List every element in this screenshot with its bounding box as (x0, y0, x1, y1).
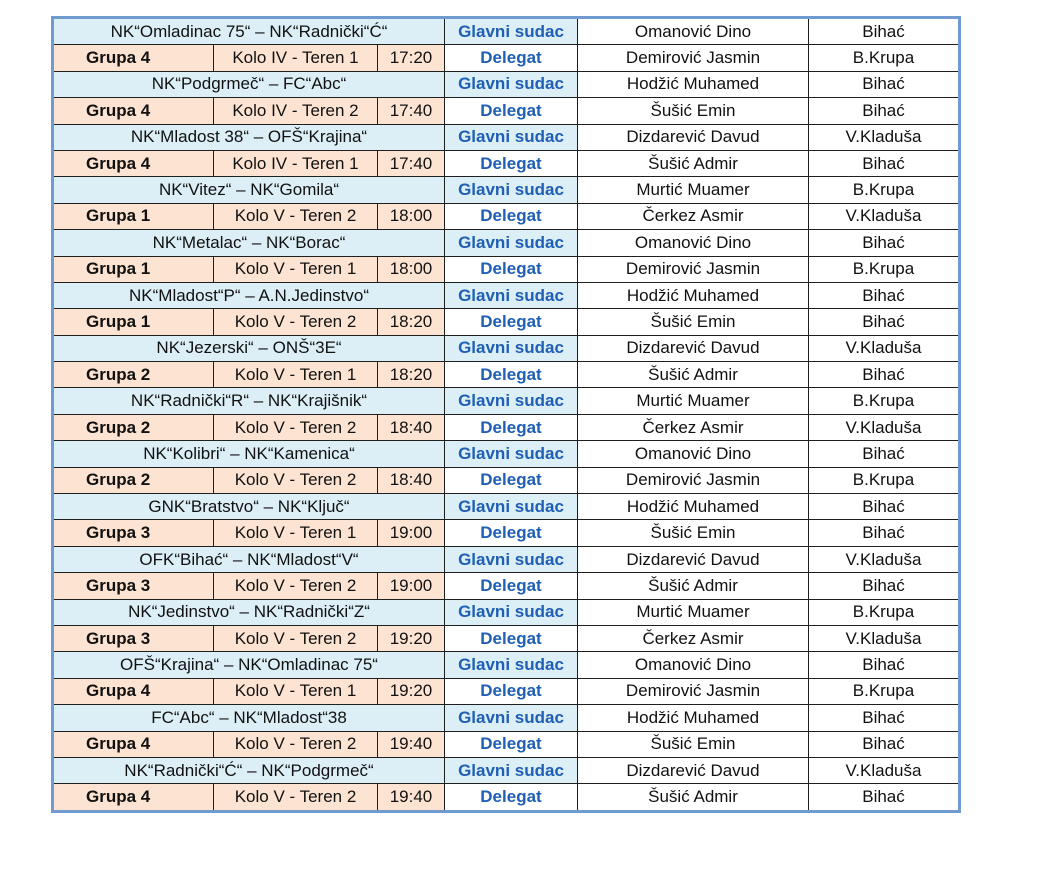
referee-name: Omanović Dino (578, 441, 809, 467)
referee-role-label: Glavni sudac (445, 652, 578, 678)
referee-city: Bihać (809, 18, 960, 45)
match-group: Grupa 4 (53, 150, 214, 176)
delegate-role-label: Delegat (445, 45, 578, 71)
match-row (53, 230, 960, 256)
referee-name: Dizdarević Davud (578, 335, 809, 361)
match-group: Grupa 3 (53, 520, 214, 546)
match-group: Grupa 3 (53, 573, 214, 599)
referee-role-label: Glavni sudac (445, 705, 578, 731)
referee-name: Omanović Dino (578, 230, 809, 256)
delegate-role-label: Delegat (445, 731, 578, 757)
delegate-city: Bihać (809, 309, 960, 335)
match-round-field: Kolo V - Teren 2 (214, 784, 378, 811)
match-row (53, 18, 960, 45)
match-teams: NK“Jedinstvo“ – NK“Radnički“Z“ (53, 599, 445, 625)
match-time: 19:40 (378, 731, 445, 757)
match-row (53, 388, 960, 414)
delegate-role-label: Delegat (445, 678, 578, 704)
referee-name: Dizdarević Davud (578, 757, 809, 783)
referee-city: V.Kladuša (809, 124, 960, 150)
match-round-field: Kolo V - Teren 2 (214, 414, 378, 440)
match-teams: NK“Omladinac 75“ – NK“Radnički“Ć“ (53, 18, 445, 45)
referee-city: Bihać (809, 652, 960, 678)
delegate-role-label: Delegat (445, 520, 578, 546)
match-info-row (53, 203, 960, 229)
match-time: 17:40 (378, 98, 445, 124)
referee-role-label: Glavni sudac (445, 124, 578, 150)
match-teams: GNK“Bratstvo“ – NK“Ključ“ (53, 494, 445, 520)
match-group: Grupa 1 (53, 256, 214, 282)
match-round-field: Kolo V - Teren 2 (214, 573, 378, 599)
match-teams: NK“Metalac“ – NK“Borac“ (53, 230, 445, 256)
delegate-name: Šušić Emin (578, 309, 809, 335)
referee-name: Hodžić Muhamed (578, 282, 809, 308)
match-time: 18:20 (378, 362, 445, 388)
match-group: Grupa 4 (53, 678, 214, 704)
delegate-name: Šušić Admir (578, 784, 809, 811)
delegate-role-label: Delegat (445, 203, 578, 229)
match-row (53, 282, 960, 308)
match-group: Grupa 3 (53, 625, 214, 651)
match-round-field: Kolo IV - Teren 2 (214, 98, 378, 124)
match-group: Grupa 2 (53, 362, 214, 388)
match-schedule-table (51, 16, 961, 813)
match-row (53, 757, 960, 783)
match-round-field: Kolo V - Teren 1 (214, 362, 378, 388)
delegate-name: Čerkez Asmir (578, 625, 809, 651)
match-time: 19:20 (378, 678, 445, 704)
match-row (53, 546, 960, 572)
delegate-name: Demirović Jasmin (578, 256, 809, 282)
delegate-city: Bihać (809, 573, 960, 599)
referee-city: B.Krupa (809, 599, 960, 625)
delegate-city: V.Kladuša (809, 203, 960, 229)
match-round-field: Kolo V - Teren 1 (214, 678, 378, 704)
match-teams: NK“Radnički“Ć“ – NK“Podgrmeč“ (53, 757, 445, 783)
match-info-row (53, 520, 960, 546)
match-row (53, 652, 960, 678)
delegate-name: Šušić Emin (578, 520, 809, 546)
referee-city: V.Kladuša (809, 335, 960, 361)
match-time: 19:00 (378, 520, 445, 546)
match-round-field: Kolo V - Teren 2 (214, 309, 378, 335)
match-group: Grupa 2 (53, 467, 214, 493)
referee-role-label: Glavni sudac (445, 388, 578, 414)
delegate-role-label: Delegat (445, 309, 578, 335)
delegate-city: Bihać (809, 784, 960, 811)
delegate-role-label: Delegat (445, 625, 578, 651)
match-row (53, 705, 960, 731)
delegate-city: Bihać (809, 731, 960, 757)
referee-name: Hodžić Muhamed (578, 71, 809, 97)
referee-role-label: Glavni sudac (445, 546, 578, 572)
delegate-role-label: Delegat (445, 98, 578, 124)
referee-city: Bihać (809, 282, 960, 308)
match-info-row (53, 625, 960, 651)
referee-city: Bihać (809, 230, 960, 256)
referee-name: Dizdarević Davud (578, 546, 809, 572)
referee-role-label: Glavni sudac (445, 599, 578, 625)
match-group: Grupa 2 (53, 414, 214, 440)
referee-name: Dizdarević Davud (578, 124, 809, 150)
match-time: 19:40 (378, 784, 445, 811)
delegate-city: Bihać (809, 362, 960, 388)
delegate-role-label: Delegat (445, 150, 578, 176)
referee-city: B.Krupa (809, 177, 960, 203)
delegate-name: Šušić Emin (578, 731, 809, 757)
delegate-name: Šušić Admir (578, 150, 809, 176)
match-group: Grupa 1 (53, 203, 214, 229)
match-round-field: Kolo V - Teren 2 (214, 731, 378, 757)
referee-city: Bihać (809, 71, 960, 97)
match-time: 17:40 (378, 150, 445, 176)
referee-city: Bihać (809, 441, 960, 467)
referee-role-label: Glavni sudac (445, 71, 578, 97)
match-info-row (53, 150, 960, 176)
match-info-row (53, 45, 960, 71)
match-info-row (53, 467, 960, 493)
delegate-city: V.Kladuša (809, 625, 960, 651)
match-row (53, 71, 960, 97)
match-row (53, 494, 960, 520)
match-row (53, 124, 960, 150)
delegate-city: Bihać (809, 150, 960, 176)
match-time: 18:40 (378, 414, 445, 440)
referee-name: Omanović Dino (578, 18, 809, 45)
referee-role-label: Glavni sudac (445, 230, 578, 256)
delegate-name: Šušić Admir (578, 573, 809, 599)
match-group: Grupa 4 (53, 784, 214, 811)
match-row (53, 599, 960, 625)
delegate-city: V.Kladuša (809, 414, 960, 440)
referee-name: Hodžić Muhamed (578, 705, 809, 731)
delegate-name: Demirović Jasmin (578, 467, 809, 493)
referee-name: Murtić Muamer (578, 177, 809, 203)
match-round-field: Kolo V - Teren 1 (214, 520, 378, 546)
match-info-row (53, 309, 960, 335)
match-time: 17:20 (378, 45, 445, 71)
referee-role-label: Glavni sudac (445, 18, 578, 45)
delegate-city: B.Krupa (809, 45, 960, 71)
referee-name: Murtić Muamer (578, 388, 809, 414)
match-time: 19:20 (378, 625, 445, 651)
match-info-row (53, 256, 960, 282)
delegate-city: Bihać (809, 98, 960, 124)
match-teams: OFŠ“Krajina“ – NK“Omladinac 75“ (53, 652, 445, 678)
delegate-role-label: Delegat (445, 256, 578, 282)
referee-city: V.Kladuša (809, 757, 960, 783)
delegate-name: Demirović Jasmin (578, 45, 809, 71)
delegate-name: Šušić Emin (578, 98, 809, 124)
delegate-role-label: Delegat (445, 414, 578, 440)
match-teams: NK“Vitez“ – NK“Gomila“ (53, 177, 445, 203)
delegate-name: Čerkez Asmir (578, 203, 809, 229)
match-info-row (53, 414, 960, 440)
match-group: Grupa 4 (53, 45, 214, 71)
referee-name: Murtić Muamer (578, 599, 809, 625)
match-info-row (53, 98, 960, 124)
delegate-name: Demirović Jasmin (578, 678, 809, 704)
match-group: Grupa 1 (53, 309, 214, 335)
delegate-name: Šušić Admir (578, 362, 809, 388)
match-teams: NK“Podgrmeč“ – FC“Abc“ (53, 71, 445, 97)
delegate-city: B.Krupa (809, 678, 960, 704)
match-teams: OFK“Bihać“ – NK“Mladost“V“ (53, 546, 445, 572)
delegate-role-label: Delegat (445, 467, 578, 493)
referee-city: Bihać (809, 494, 960, 520)
delegate-name: Čerkez Asmir (578, 414, 809, 440)
delegate-role-label: Delegat (445, 362, 578, 388)
referee-name: Omanović Dino (578, 652, 809, 678)
match-time: 18:00 (378, 203, 445, 229)
match-teams: NK“Mladost 38“ – OFŠ“Krajina“ (53, 124, 445, 150)
match-round-field: Kolo V - Teren 2 (214, 203, 378, 229)
match-group: Grupa 4 (53, 731, 214, 757)
referee-role-label: Glavni sudac (445, 494, 578, 520)
match-round-field: Kolo V - Teren 2 (214, 467, 378, 493)
match-teams: NK“Mladost“P“ – A.N.Jedinstvo“ (53, 282, 445, 308)
match-time: 19:00 (378, 573, 445, 599)
match-info-row (53, 678, 960, 704)
referee-city: V.Kladuša (809, 546, 960, 572)
referee-city: B.Krupa (809, 388, 960, 414)
match-teams: NK“Radnički“R“ – NK“Krajišnik“ (53, 388, 445, 414)
delegate-city: B.Krupa (809, 256, 960, 282)
delegate-role-label: Delegat (445, 573, 578, 599)
match-info-row (53, 362, 960, 388)
match-info-row (53, 731, 960, 757)
delegate-city: B.Krupa (809, 467, 960, 493)
referee-role-label: Glavni sudac (445, 282, 578, 308)
referee-role-label: Glavni sudac (445, 441, 578, 467)
match-time: 18:20 (378, 309, 445, 335)
match-time: 18:40 (378, 467, 445, 493)
match-round-field: Kolo IV - Teren 1 (214, 150, 378, 176)
match-teams: FC“Abc“ – NK“Mladost“38 (53, 705, 445, 731)
referee-role-label: Glavni sudac (445, 335, 578, 361)
referee-role-label: Glavni sudac (445, 177, 578, 203)
match-row (53, 177, 960, 203)
match-row (53, 335, 960, 361)
match-teams: NK“Kolibri“ – NK“Kamenica“ (53, 441, 445, 467)
referee-role-label: Glavni sudac (445, 757, 578, 783)
match-group: Grupa 4 (53, 98, 214, 124)
schedule-body (53, 18, 960, 812)
match-info-row (53, 784, 960, 811)
match-round-field: Kolo IV - Teren 1 (214, 45, 378, 71)
referee-name: Hodžić Muhamed (578, 494, 809, 520)
delegate-city: Bihać (809, 520, 960, 546)
delegate-role-label: Delegat (445, 784, 578, 811)
referee-city: Bihać (809, 705, 960, 731)
match-info-row (53, 573, 960, 599)
match-round-field: Kolo V - Teren 1 (214, 256, 378, 282)
match-time: 18:00 (378, 256, 445, 282)
match-row (53, 441, 960, 467)
match-teams: NK“Jezerski“ – ONŠ“3E“ (53, 335, 445, 361)
match-round-field: Kolo V - Teren 2 (214, 625, 378, 651)
